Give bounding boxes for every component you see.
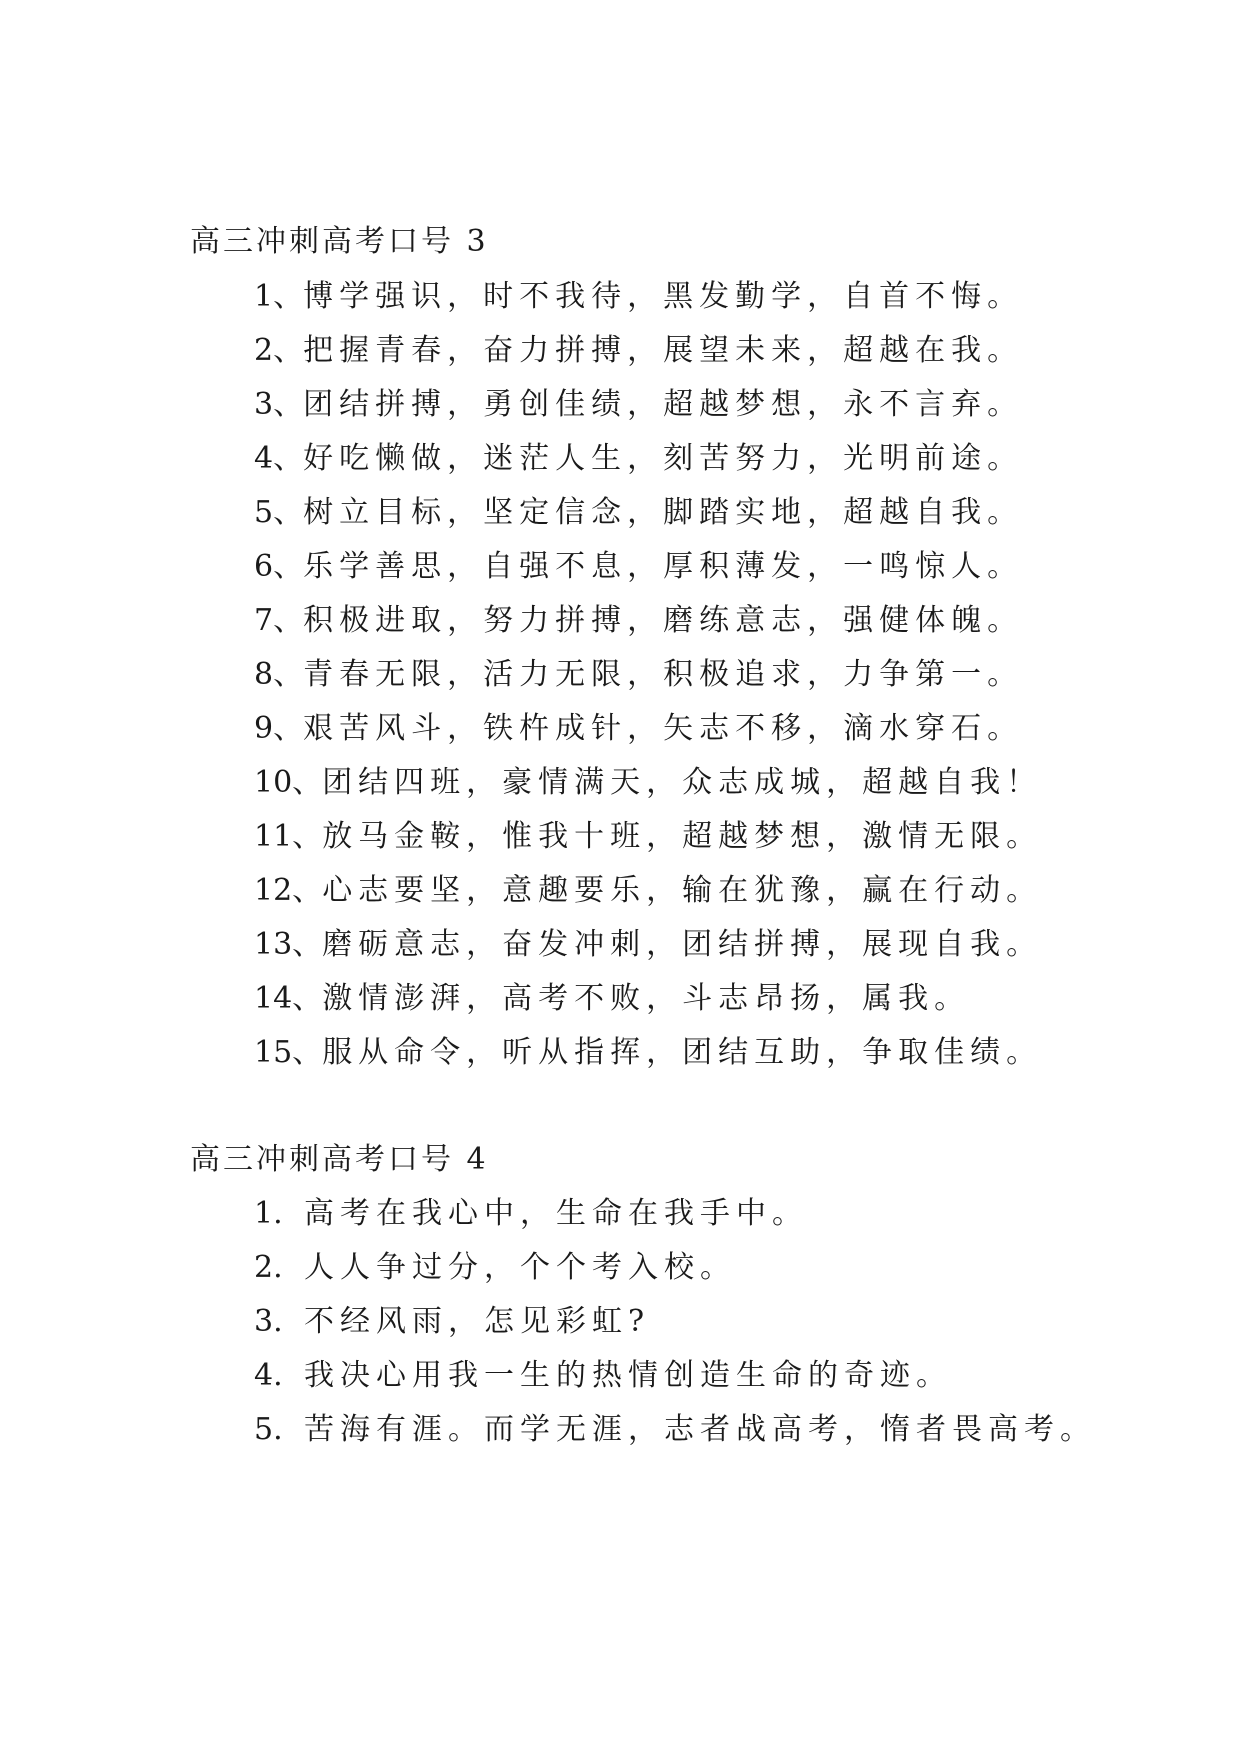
item-text: 把握青春，奋力拼搏，展望未来，超越在我。 (303, 333, 1024, 368)
list-item (254, 493, 1023, 533)
item-number: 11、 (254, 819, 323, 854)
item-number: 3. (254, 1304, 283, 1339)
list-item (254, 763, 1042, 803)
item-number: 2、 (254, 333, 304, 368)
list-item (254, 277, 1023, 317)
item-number: 1、 (254, 279, 304, 314)
list-item (254, 1248, 736, 1288)
item-number: 4. (254, 1358, 283, 1393)
item-text: 不经风雨，怎见彩虹? (304, 1304, 651, 1339)
item-number: 7、 (254, 603, 304, 638)
item-text: 博学强识，时不我待，黑发勤学，自首不悔。 (303, 279, 1024, 314)
item-text: 乐学善思，自强不息，厚积薄发，一鸣惊人。 (303, 549, 1024, 584)
item-number: 12、 (254, 873, 323, 908)
section-title: 高三冲刺高考口号 3 (190, 224, 489, 259)
item-text: 积极进取，努力拼搏，磨练意志，强健体魄。 (303, 603, 1024, 638)
item-text: 心志要坚，意趣要乐，输在犹豫，赢在行动。 (322, 873, 1043, 908)
item-number: 5、 (254, 495, 304, 530)
item-number: 15、 (254, 1035, 323, 1070)
list-item (254, 1410, 1096, 1450)
item-text: 团结拼搏，勇创佳绩，超越梦想，永不言弃。 (303, 387, 1024, 422)
list-item (254, 1302, 650, 1342)
item-number: 13、 (254, 927, 323, 962)
list-item (254, 925, 1042, 965)
list-item (254, 601, 1023, 641)
list-item (254, 1356, 952, 1396)
item-number: 10、 (254, 765, 323, 800)
item-text: 人人争过分，个个考入校。 (304, 1250, 736, 1285)
item-text: 团结四班，豪情满天，众志成城，超越自我！ (322, 765, 1043, 800)
list-item (254, 439, 1023, 479)
list-item (254, 979, 970, 1019)
item-text: 树立目标，坚定信念，脚踏实地，超越自我。 (303, 495, 1024, 530)
item-number: 6、 (254, 549, 304, 584)
item-number: 14、 (254, 981, 323, 1016)
item-number: 2. (254, 1250, 283, 1285)
list-item (254, 385, 1023, 425)
item-text: 艰苦风斗，铁杵成针，矢志不移，滴水穿石。 (303, 711, 1024, 746)
item-number: 3、 (254, 387, 304, 422)
list-item (254, 871, 1042, 911)
list-item (254, 547, 1023, 587)
item-text: 磨砺意志，奋发冲刺，团结拼搏，展现自我。 (322, 927, 1043, 962)
item-text: 放马金鞍，惟我十班，超越梦想，激情无限。 (322, 819, 1043, 854)
list-item (254, 1033, 1042, 1073)
item-text: 激情澎湃，高考不败，斗志昂扬，属我。 (322, 981, 971, 1016)
item-text: 苦海有涯。而学无涯，志者战高考，惰者畏高考。 (304, 1412, 1096, 1447)
list-item (254, 817, 1042, 857)
list-item (254, 709, 1023, 749)
item-text: 我决心用我一生的热情创造生命的奇迹。 (304, 1358, 952, 1393)
item-text: 服从命令，听从指挥，团结互助，争取佳绩。 (322, 1035, 1043, 1070)
item-number: 9、 (254, 711, 304, 746)
item-text: 高考在我心中，生命在我手中。 (304, 1196, 808, 1231)
item-number: 1. (254, 1196, 283, 1231)
item-number: 4、 (254, 441, 304, 476)
list-item (254, 331, 1023, 371)
item-number: 8、 (254, 657, 304, 692)
list-item (254, 1194, 808, 1234)
list-item (254, 655, 1023, 695)
item-number: 5. (254, 1412, 283, 1447)
item-text: 好吃懒做，迷茫人生，刻苦努力，光明前途。 (303, 441, 1024, 476)
item-text: 青春无限，活力无限，积极追求，力争第一。 (303, 657, 1024, 692)
section-title: 高三冲刺高考口号 4 (190, 1142, 489, 1177)
